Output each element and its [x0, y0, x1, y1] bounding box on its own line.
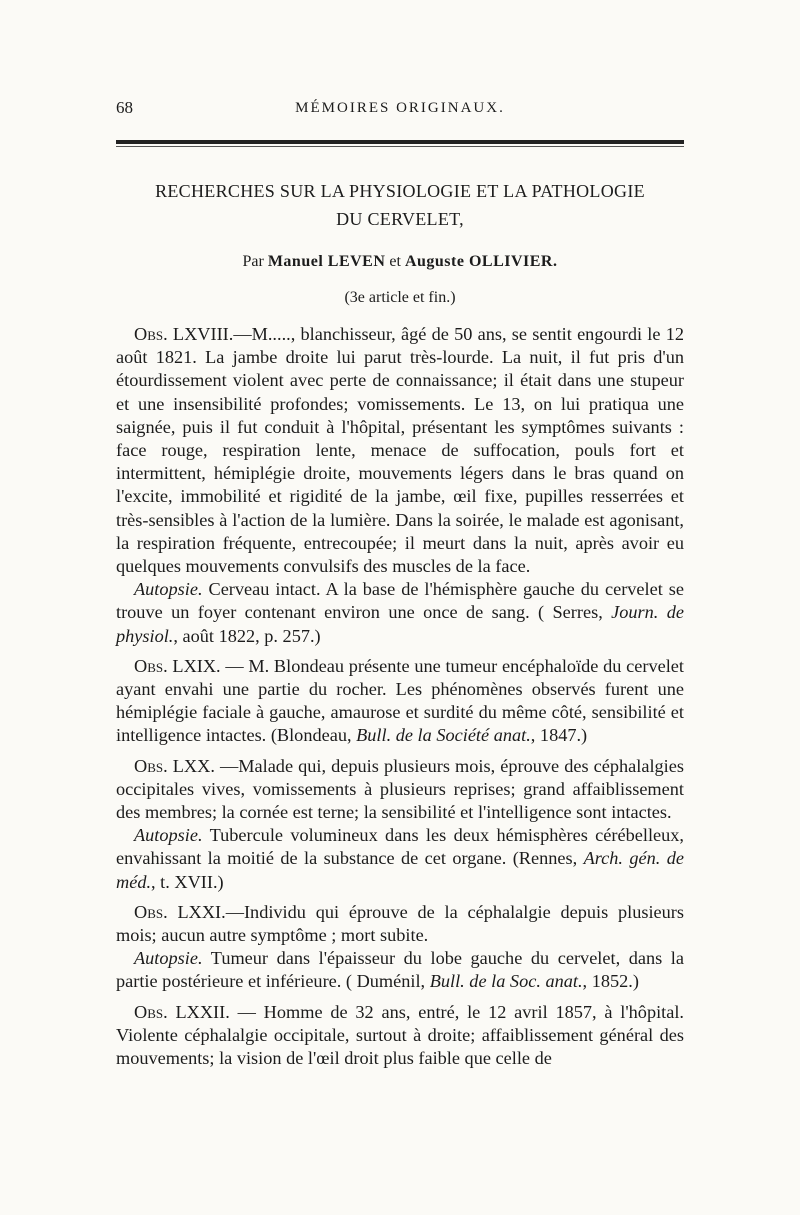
obs-text: —M....., blanchisseur, âgé de 50 ans, se sentit engourdi le 12 août 1821. La jambe droite lui parut très-lourde. La nuit, il fut pris d'un étourdissement violent avec perte de connaissance; il était dans une stupeur et une insensibilité profondes; vomissements. Le 13, on lui pratiqua une saignée, puis il fut conduit à l'hôpital, présentant les symptômes suivants : face rouge, respiration lente, menace de suffocation, pouls fort et intermittent, hémiplégie droite, mouvements légers dans le bras quand on l'excite, immobilité et rigidité de la jambe, œil fixe, pupilles resserrées et très-sensibles à l'action de la lumière. Dans la soirée, le malade est agonisant, la respiration fréquente, entrecoupée; il meurt dans la nuit, après avoir eu quelques mouvements convulsifs des muscles de la face.: [116, 324, 684, 577]
reference-tail: , 1852.): [582, 971, 639, 992]
obs-68: [116, 323, 684, 578]
reference-tail: , t. XVII.): [151, 871, 224, 892]
obs-label: Obs. LXXII.: [134, 1001, 230, 1022]
obs-text: — M. Blondeau présente une tumeur encéphaloïde du cervelet ayant envahi une partie du rocher. Les phénomènes observés furent une hémiplégie faciale à gauche, amaurose et surdité du même côté, sensibilité et intelligence intactes. (Blondeau,: [116, 655, 684, 746]
obs-70-autopsy: [116, 824, 684, 894]
obs-label: Obs. LXVIII.: [134, 324, 234, 344]
byline-et: et: [385, 253, 405, 270]
reference-journal: Bull. de la Soc. anat.: [429, 971, 583, 992]
article-body: [116, 323, 684, 1070]
reference-journal: Journ. de physiol.: [116, 602, 685, 646]
obs-72: [116, 1001, 684, 1071]
autopsy-text: Tubercule volumineux dans les deux hémisphères cérébelleux, envahissant la moitié de la substance de cet organe. (Rennes,: [116, 825, 684, 869]
header-rule: [116, 140, 684, 144]
author-1: Manuel LEVEN: [267, 253, 386, 270]
byline: [116, 253, 684, 271]
running-title: MÉMOIRES ORIGINAUX.: [295, 100, 505, 116]
obs-70: [116, 755, 684, 825]
author-2: Auguste OLLIVIER.: [404, 253, 558, 270]
obs-label: Obs. LXXI.: [134, 901, 226, 922]
autopsy-label: Autopsie.: [134, 825, 203, 846]
title-line-2: DU CERVELET,: [336, 209, 464, 229]
page-number: 68: [116, 98, 133, 117]
autopsy-text: Cerveau intact. A la base de l'hémisphère gauche du cervelet se trouve un foyer contenant environ une once de sang. ( Serres,: [116, 579, 684, 623]
page-header: [116, 98, 684, 122]
obs-label: Obs. LXX.: [134, 755, 215, 776]
title-line-1: RECHERCHES SUR LA PHYSIOLOGIE ET LA PATHOLOGIE: [155, 181, 645, 201]
page: [116, 0, 684, 1070]
byline-par: Par: [242, 253, 268, 270]
obs-text: — Homme de 32 ans, entré, le 12 avril 1857, à l'hôpital. Violente céphalalgie occipitale, surtout à droite; affaiblissement général des mouvements; la vision de l'œil droit plus faible que celle de: [116, 1001, 685, 1069]
article-subtitle: (3e article et fin.): [344, 289, 456, 306]
reference-journal: Arch. gén. de méd.: [116, 848, 684, 892]
autopsy-label: Autopsie.: [134, 948, 203, 969]
reference-tail: , août 1822, p. 257.): [173, 625, 321, 646]
obs-68-autopsy: [116, 578, 684, 648]
obs-text: —Malade qui, depuis plusieurs mois, éprouve des céphalalgies occipitales vives, vomissements à plusieurs reprises; grand affaiblissement des membres; la cornée est terne; la sensibilité et l'intelligence sont intactes.: [116, 755, 684, 823]
header-rule-thin: [116, 146, 684, 147]
obs-label: Obs. LXIX.: [134, 655, 221, 676]
article-title: [116, 177, 684, 233]
reference-journal: Bull. de la Société anat.: [356, 725, 531, 746]
obs-text: —Individu qui éprouve de la céphalalgie depuis plusieurs mois; aucun autre symptôme ; mort subite.: [116, 901, 684, 946]
obs-71: [116, 901, 684, 947]
autopsy-label: Autopsie.: [134, 579, 203, 600]
autopsy-text: Tumeur dans l'épaisseur du lobe gauche du cervelet, dans la partie postérieure et inférieure. ( Duménil,: [116, 948, 684, 992]
reference-tail: , 1847.): [530, 725, 588, 746]
obs-69: [116, 655, 684, 748]
obs-71-autopsy: [116, 947, 684, 993]
